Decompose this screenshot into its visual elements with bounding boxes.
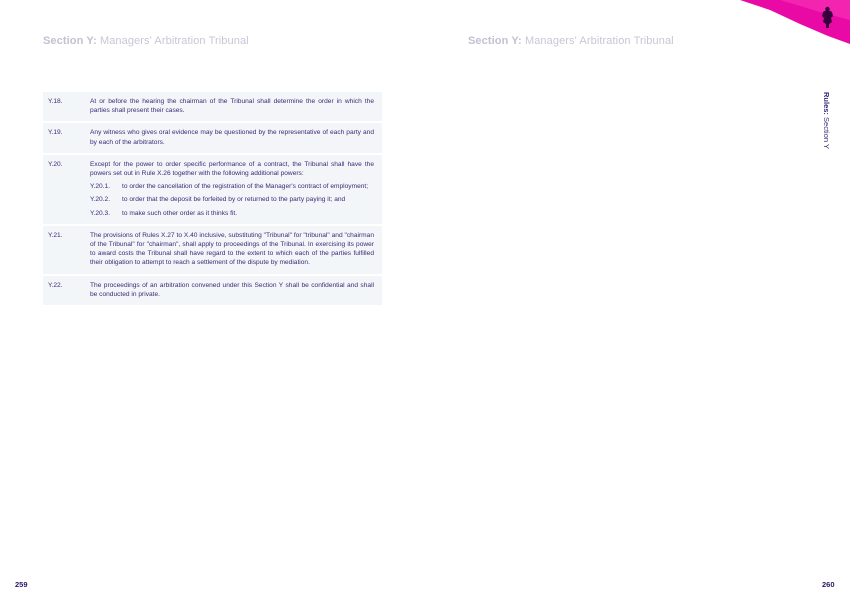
side-section-label	[822, 92, 831, 149]
sub-rule-number: Y.20.2.	[90, 196, 111, 204]
rule-number: Y.22.	[48, 281, 63, 289]
rule-row	[43, 123, 382, 154]
page-header-left	[43, 35, 249, 47]
rule-text: At or before the hearing the chairman of the Tribunal shall determine the order in which the parties shall present their cases.	[90, 98, 374, 115]
sub-rule-number: Y.20.1.	[90, 183, 111, 191]
rule-row	[43, 92, 382, 123]
rule-body	[90, 97, 374, 115]
page-number-right: 260	[822, 580, 835, 589]
rule-text: Except for the power to order specific performance of a contract, the Tribunal shall have the powers set out in Rule X.26 together with the following additional powers:	[90, 160, 374, 178]
rule-body	[90, 160, 374, 218]
side-label-bold: Rules:	[822, 92, 831, 115]
header-section-label: Section Y:	[468, 35, 522, 47]
header-title: Managers' Arbitration Tribunal	[99, 35, 249, 47]
header-title: Managers' Arbitration Tribunal	[524, 35, 674, 47]
rule-row	[43, 226, 382, 276]
side-label-text: Section Y	[822, 117, 831, 149]
page-header-right	[468, 35, 674, 47]
rule-body	[90, 231, 374, 268]
sub-rule-text: to make such other order as it thinks fit.	[122, 209, 238, 217]
rule-number: Y.18.	[48, 98, 63, 105]
sub-rule	[90, 209, 374, 218]
rule-number: Y.20.	[48, 160, 63, 168]
sub-rule	[90, 195, 374, 204]
rule-row	[43, 276, 382, 307]
rule-number: Y.21.	[48, 231, 63, 239]
rule-text: The proceedings of an arbitration convened under this Section Y shall be confidential and shall be conducted in private.	[90, 281, 374, 298]
rules-list	[43, 92, 382, 307]
sub-rule-number: Y.20.3.	[90, 209, 111, 217]
rule-number: Y.19.	[48, 129, 63, 137]
rule-body	[90, 281, 374, 299]
page-number-left: 259	[15, 580, 28, 589]
sub-rule	[90, 182, 374, 191]
brand-corner-graphic	[740, 0, 850, 50]
header-section-label: Section Y:	[43, 35, 97, 47]
sub-rule-text: to order the cancellation of the registration of the Manager's contract of employment;	[122, 183, 369, 191]
rule-text: The provisions of Rules X.27 to X.40 inclusive, substituting "Tribunal" for "tribunal" and "chairman of the Tribunal" for "chairman", shall apply to proceedings of the Tribunal. In exercising its power to award costs the Tribunal shall have regard to the extent to which each of the parties fulfilled their obligation to attempt to reach a settlement of the dispute by mediation.	[90, 231, 374, 267]
rule-body	[90, 128, 374, 146]
sub-rule-text: to order that the deposit be forfeited by or returned to the party paying it; and	[122, 196, 346, 204]
rule-text: Any witness who gives oral evidence may be questioned by the representative of each party and by each of the arbitrators.	[90, 129, 374, 146]
rule-row	[43, 155, 382, 226]
